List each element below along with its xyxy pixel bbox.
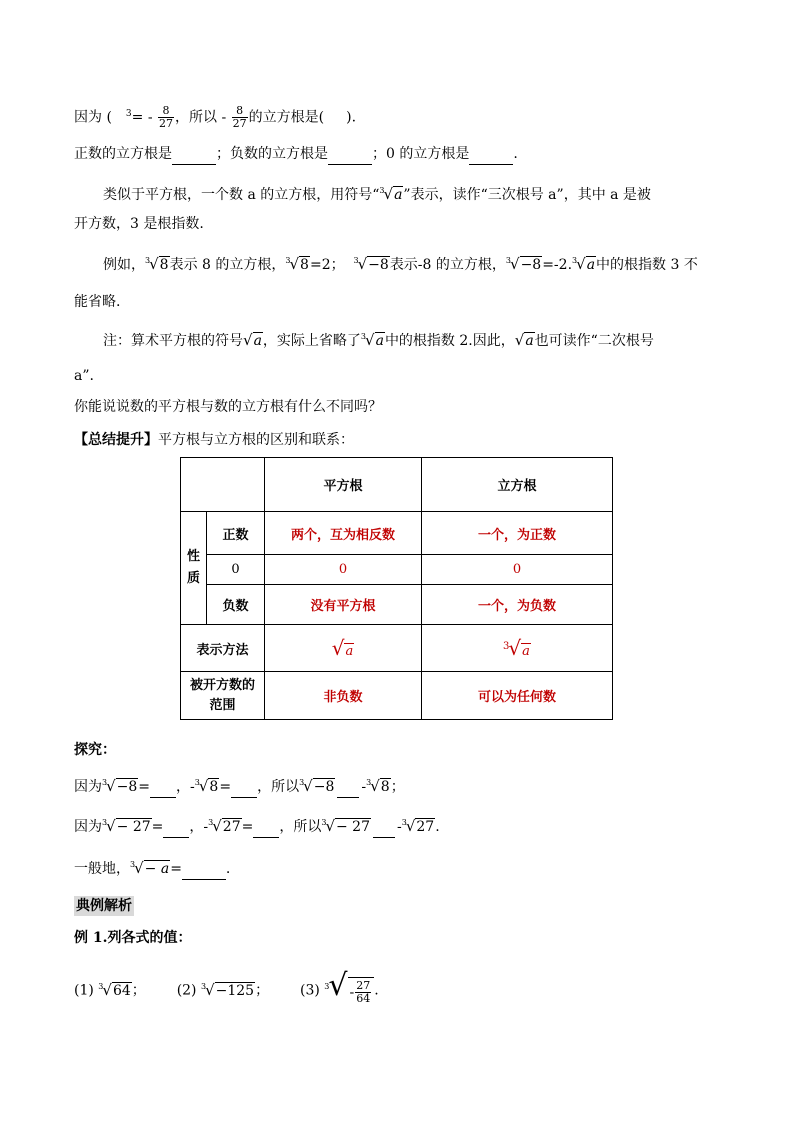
row-label-radicand-range: 被开方数的范围 (181, 672, 265, 720)
text: - (397, 819, 402, 835)
radicand: −8 (313, 779, 335, 795)
index: 3 (505, 256, 511, 265)
text: 正数的立方根是 (74, 146, 172, 162)
text: 表示 8 的立方根， (169, 257, 286, 273)
table-row (181, 512, 613, 555)
text: 因为 (74, 819, 102, 835)
cube-root-8: $^3$√8 (145, 255, 169, 273)
question-text (74, 397, 382, 417)
text: = (219, 779, 232, 795)
text: ； (390, 779, 405, 795)
radicand: 64 (112, 982, 131, 999)
index: 3 (366, 778, 372, 787)
table-corner (181, 458, 265, 512)
item-number: (1) (74, 982, 94, 999)
index: 3 (379, 186, 385, 195)
index: 3 (503, 641, 510, 652)
item-number: (3) (300, 982, 320, 999)
text: ；0 的立方根是 (372, 146, 470, 162)
index: 3 (324, 982, 330, 991)
text: - (349, 984, 355, 1001)
text: = (138, 779, 151, 795)
text: 也可读作“二次根号 (534, 333, 654, 349)
summary-tag: 【总结提升】 (74, 432, 158, 448)
answer-blank[interactable] (172, 144, 216, 165)
text: - (361, 779, 367, 795)
cube-root-27: $^3$√27 (208, 817, 241, 835)
cube-root-neg-a: $^3$√− a (130, 859, 170, 877)
denominator: 64 (356, 992, 371, 1005)
fraction-8-27 (232, 105, 248, 130)
cell-square-zero: 0 (265, 555, 422, 585)
index: 3 (145, 256, 151, 265)
index: 3 (102, 818, 108, 827)
radicand: −125 (215, 982, 255, 999)
text: 中的根指数 3 不 (596, 257, 698, 273)
index: 3 (102, 778, 108, 787)
index: 3 (200, 981, 207, 991)
paragraph-example-cont (74, 292, 120, 312)
index: 3 (98, 981, 104, 991)
text: 例 1.列各式的值： (74, 930, 192, 946)
text: 类似于平方根，一个数 a 的立方根，用符号“ (103, 187, 380, 203)
cube-root-neg125: $^3$√−125 (200, 980, 255, 999)
text: a”. (74, 368, 94, 384)
cube-root-8: $^3$√8 (366, 777, 390, 795)
text: ，所以 (279, 819, 322, 835)
index: 3 (299, 778, 305, 787)
cube-root-neg27: $^3$√− 27 (321, 817, 370, 835)
text: = (241, 819, 254, 835)
text: 的立方根是( (248, 109, 325, 126)
cube-root-neg8: $^3$√−8 (505, 255, 542, 273)
text: 一般地， (74, 861, 130, 877)
radicand: 8 (159, 257, 169, 273)
answer-blank[interactable] (337, 777, 359, 798)
text: . (513, 146, 518, 162)
text: ； (255, 982, 270, 999)
line-fill-blanks (74, 144, 518, 165)
cell-cube-positive: 一个，为正数 (422, 512, 613, 555)
table-row (181, 585, 613, 625)
text: = (170, 861, 182, 877)
cell-square-notation: √a (265, 625, 422, 672)
example-items (74, 968, 379, 1005)
explore-line-3 (74, 858, 230, 881)
text: ；负数的立方根是 (216, 146, 328, 162)
row-group-properties: 性 质 (181, 512, 207, 625)
fraction-27-64 (355, 980, 371, 1005)
radicand: −8 (116, 779, 138, 795)
cell-cube-zero: 0 (422, 555, 613, 585)
header-cube-root: 立方根 (422, 458, 613, 512)
row-label-notation: 表示方法 (181, 625, 265, 672)
summary-heading (74, 430, 354, 450)
answer-blank[interactable] (150, 777, 176, 798)
paragraph-note (103, 330, 654, 353)
table-row (181, 458, 613, 512)
fraction-8-27 (158, 105, 174, 130)
text: 能省略. (74, 294, 121, 310)
explore-line-2 (74, 816, 440, 839)
text: 你能说说数的平方根与数的立方根有什么不同吗？ (74, 399, 382, 415)
index: 3 (130, 860, 136, 869)
radicand: − 27 (336, 819, 370, 835)
text: ，- (189, 819, 209, 835)
denominator: 27 (159, 117, 174, 131)
text: 表示-8 的立方根， (389, 257, 506, 273)
cell-cube-negative: 一个，为负数 (422, 585, 613, 625)
text: . (435, 819, 440, 835)
text: 中的根指数 2.因此， (384, 333, 515, 349)
cube-root-64: $^3$√64 (98, 980, 131, 999)
index: 3 (572, 256, 578, 265)
radicand: −8 (368, 257, 389, 273)
radicand: a (394, 187, 403, 203)
answer-blank[interactable] (231, 777, 257, 798)
cell-square-range: 非负数 (265, 672, 422, 720)
text: ”表示，读作“三次根号 a”，其中 a 是被 (403, 187, 651, 203)
text: ，所以 (257, 779, 300, 795)
text: 注：算术平方根的符号 (103, 333, 243, 349)
table-row (181, 672, 613, 720)
example-question (74, 928, 192, 948)
radicand: 27 (416, 819, 435, 835)
text: 例如， (103, 257, 145, 273)
cube-root-neg27: $^3$√− 27 (102, 817, 151, 835)
square-root-a: √a (243, 331, 262, 349)
cube-root-neg8: $^3$√−8 (102, 777, 138, 795)
radicand: a (586, 257, 596, 273)
radicand: − 27 (116, 819, 151, 835)
denominator: 27 (232, 117, 247, 131)
answer-blank[interactable] (328, 144, 372, 165)
radicand: a (525, 333, 534, 349)
paragraph-definition-cont (74, 214, 204, 234)
radicand: 8 (300, 257, 309, 273)
text: = (151, 819, 164, 835)
paragraph-definition (103, 184, 651, 207)
row-label-negative: 负数 (207, 585, 265, 625)
radicand: a (522, 644, 530, 659)
cube-root-a: $^3$√a (572, 255, 596, 273)
text: 探究： (74, 742, 116, 758)
cube-root-neg8: $^3$√−8 (299, 777, 335, 795)
text: . (374, 982, 379, 999)
paragraph-note-cont (74, 366, 94, 386)
comparison-table (180, 457, 613, 720)
header-square-root: 平方根 (265, 458, 422, 512)
index: 3 (285, 256, 291, 265)
radicand: a (375, 333, 384, 349)
radicand: a (253, 333, 262, 349)
index: 3 (360, 332, 367, 341)
cube-root-a: $^3$√a (379, 185, 403, 203)
radicand: a (345, 644, 354, 659)
answer-blank[interactable] (253, 817, 279, 838)
cube-root-neg-fraction: $^3$√ - $\frac{27}{64}$ (324, 976, 374, 1005)
answer-blank[interactable] (163, 817, 189, 838)
text: ). (346, 109, 357, 126)
explore-heading (74, 740, 116, 760)
radicand: 8 (380, 779, 390, 795)
item-number: (2) (176, 982, 197, 999)
radicand: 8 (209, 779, 219, 795)
numerator: 27 (356, 979, 371, 992)
square-root-a: √a (514, 331, 534, 349)
index: 3 (321, 818, 327, 827)
text: 因为 ( (74, 109, 112, 126)
cell-square-positive: 两个，互为相反数 (265, 512, 422, 555)
cube-root-8: $^3$√8 (194, 777, 219, 795)
radicand: −8 (520, 257, 542, 273)
index: 3 (353, 256, 359, 265)
index: 3 (194, 778, 200, 787)
table-row (181, 555, 613, 585)
index: 3 (401, 818, 407, 827)
text: . (225, 861, 231, 877)
index: 3 (208, 818, 214, 827)
text: = - (131, 109, 153, 126)
answer-blank[interactable] (182, 859, 226, 880)
example-heading (74, 896, 134, 916)
text: ； (131, 982, 146, 999)
line-cube-root-fraction: 因为 ( $^3$= - $\frac{8}{27}$ ，所以 - $\frac{8}{27}$ 的立方根是( ). (74, 104, 357, 131)
cell-cube-range: 可以为任何数 (422, 672, 613, 720)
text: =2； (309, 257, 345, 273)
text: =-2. (542, 257, 573, 273)
text: 开方数，3 是根指数. (74, 216, 204, 232)
table-row (181, 625, 613, 672)
row-label-zero: 0 (207, 555, 265, 585)
text: ，实际上省略了 (262, 333, 361, 349)
cube-root-27: $^3$√27 (401, 817, 435, 835)
text: 所以 - (189, 109, 227, 126)
text: 因为 (74, 779, 102, 795)
summary-text: 平方根与立方根的区别和联系： (158, 432, 354, 448)
answer-blank[interactable] (469, 144, 513, 165)
explore-line-1 (74, 776, 405, 799)
cube-root-8: $^3$√8 (285, 255, 309, 273)
cell-cube-notation: $^3$√a (422, 625, 613, 672)
cube-root-neg8: $^3$√−8 (353, 255, 389, 273)
cube-root-a: $^3$√a (360, 331, 384, 349)
numerator: 8 (232, 105, 248, 118)
cell-square-negative: 没有平方根 (265, 585, 422, 625)
numerator: 8 (158, 105, 174, 118)
text: 典例解析 (76, 898, 132, 914)
row-label-positive: 正数 (207, 512, 265, 555)
paragraph-example (103, 254, 698, 277)
text: ，- (176, 779, 195, 795)
radicand: 27 (222, 819, 241, 835)
answer-blank[interactable] (373, 817, 395, 838)
radicand: − a (144, 861, 170, 877)
